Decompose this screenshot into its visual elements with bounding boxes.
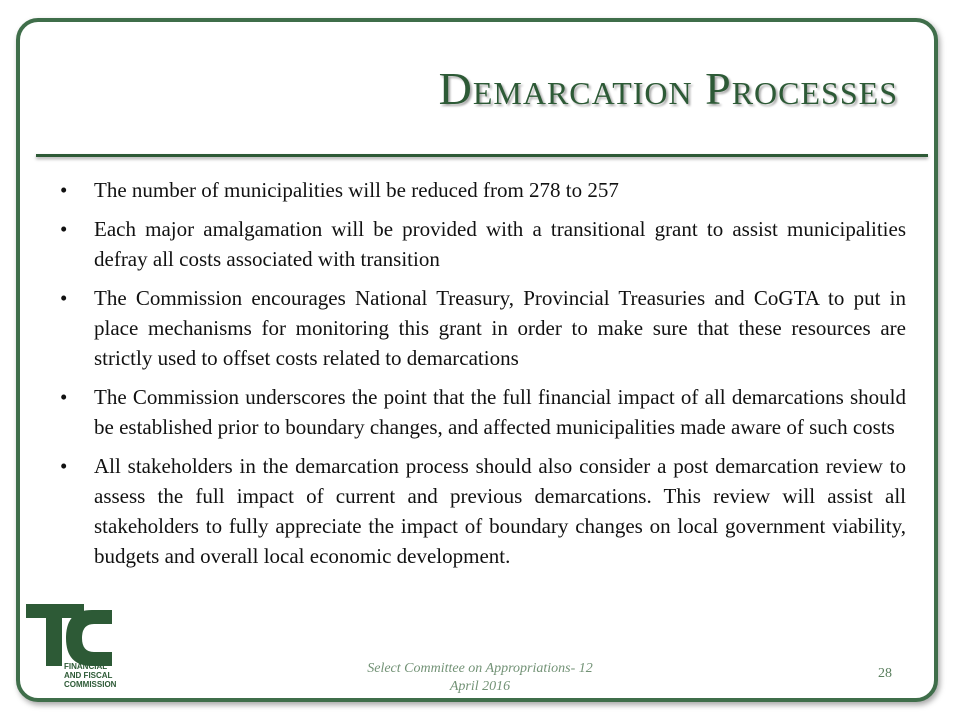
bullet-item — [60, 283, 906, 373]
bullet-item — [60, 175, 906, 205]
footer-line: Select Committee on Appropriations- 12 — [367, 661, 593, 676]
ffc-logo-icon — [24, 604, 117, 712]
bullet-text: The Commission underscores the point that the full financial impact of all demarcations should be established prior to boundary changes, and affected municipalities made aware of such costs — [94, 385, 906, 439]
bullet-dot: • — [60, 217, 68, 241]
bullet-dot: • — [60, 454, 68, 478]
footer-line: April 2016 — [449, 679, 511, 694]
page-number: 28 — [878, 666, 892, 681]
logo-line: AND FISCAL — [64, 671, 113, 680]
slide-footer — [340, 660, 620, 696]
bullet-text: The number of municipalities will be reduced from 278 to 257 — [94, 178, 619, 202]
bullet-item — [60, 214, 906, 274]
bullet-list — [60, 175, 906, 580]
bullet-dot: • — [60, 286, 68, 310]
title-divider — [36, 154, 928, 157]
bullet-text: Each major amalgamation will be provided with a transitional grant to assist municipalities defray all costs associated with transition — [94, 217, 906, 271]
bullet-text: All stakeholders in the demarcation process should also consider a post demarcation review to assess the full impact of current and previous demarcations. This review will assist all stakeholders to fully appreciate the impact of boundary changes on local government viability, budgets and overall local economic development. — [94, 454, 906, 568]
bullet-item — [60, 382, 906, 442]
logo-text — [64, 662, 116, 689]
bullet-item — [60, 451, 906, 571]
logo-line: COMMISSION — [64, 680, 117, 689]
slide-title: Demarcation Processes — [438, 63, 898, 114]
bullet-dot: • — [60, 178, 68, 202]
bullet-dot: • — [60, 385, 68, 409]
logo-line: FINANCIAL — [64, 662, 108, 671]
bullet-text: The Commission encourages National Treasury, Provincial Treasuries and CoGTA to put in place mechanisms for monitoring this grant in order to make sure that these resources are strictly used to offset costs related to demarcations — [94, 286, 906, 370]
